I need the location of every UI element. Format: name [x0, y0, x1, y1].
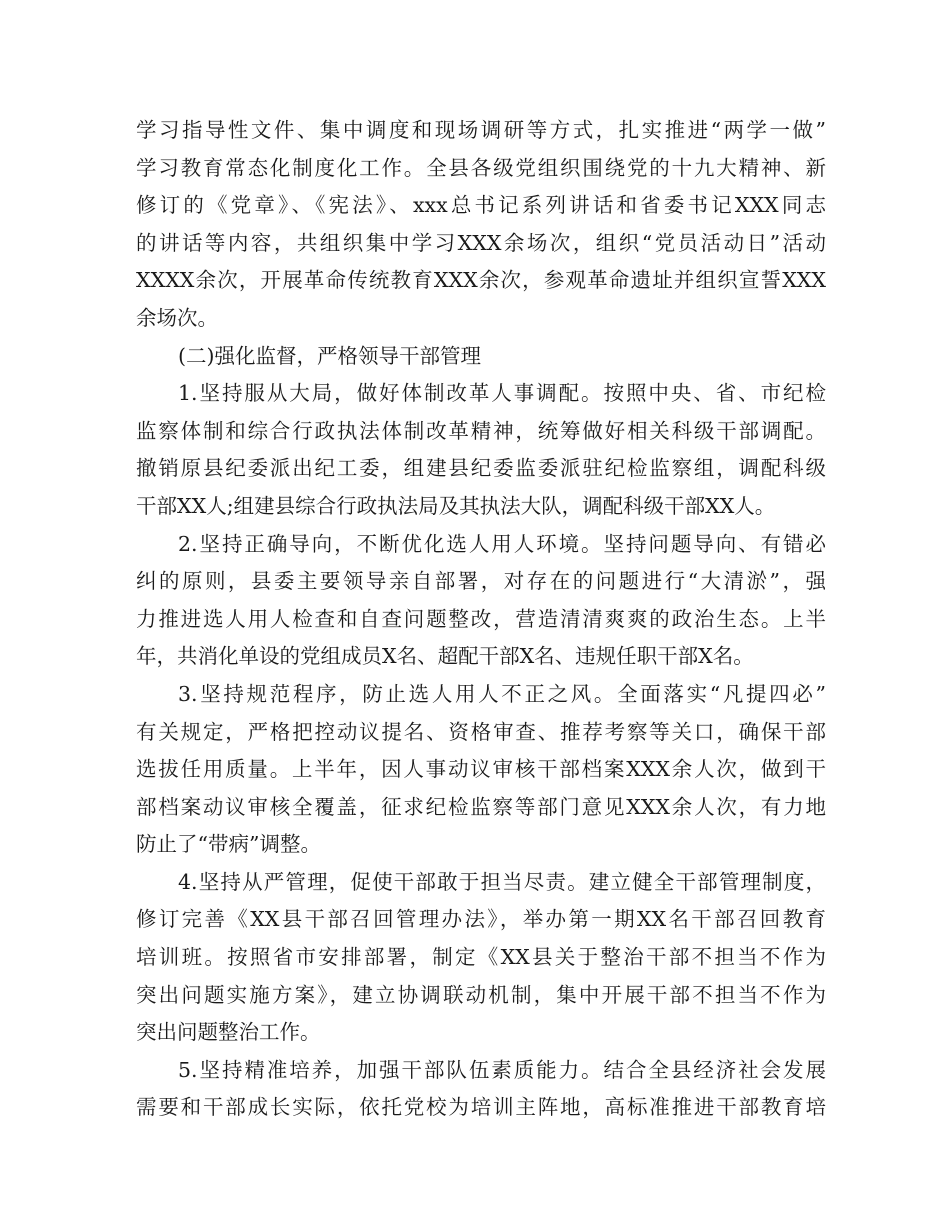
text-line: 防止了“带病”调整。 [136, 832, 321, 857]
paragraph-item-1 [136, 375, 826, 525]
paragraph-item-2 [136, 526, 826, 676]
text-line: 的讲话等内容，共组织集中学习XXX余场次，组织“党员活动日”活动 [136, 230, 826, 255]
text-line: 部档案动议审核全覆盖，征求纪检监察等部门意见XXX余人次，有力地 [136, 794, 826, 819]
section-heading-text: (二)强化监督，严格领导干部管理 [178, 343, 481, 368]
text-line: 修订完善《XX县干部召回管理办法》，举办第一期XX名干部召回教育 [136, 907, 826, 932]
text-line: 培训班。按照省市安排部署，制定《XX县关于整治干部不担当不作为 [136, 945, 826, 970]
text-line: 纠的原则，县委主要领导亲自部署，对存在的问题进行“大清淤”，强 [136, 569, 826, 594]
text-line: 2.坚持正确导向，不断优化选人用人环境。坚持问题导向、有错必 [178, 531, 826, 556]
text-line: 年，共消化单设的党组成员X名、超配干部X名、违规任职干部X名。 [136, 644, 754, 669]
text-line: 选拔任用质量。上半年，因人事动议审核干部档案XXX余人次，做到干 [136, 757, 826, 782]
text-line: 1.坚持服从大局，做好体制改革人事调配。按照中央、省、市纪检 [178, 381, 826, 406]
text-line: 有关规定，严格把控动议提名、资格审查、推荐考察等关口，确保干部 [136, 719, 826, 744]
paragraph-item-3 [136, 676, 826, 864]
section-heading [136, 338, 826, 376]
text-line: 撤销原县纪委派出纪工委，组建县纪委监委派驻纪检监察组，调配科级 [136, 456, 826, 481]
text-line: 修订的《党章》、《宪法》、xxx总书记系列讲话和省委书记XXX同志 [136, 193, 826, 218]
text-line: 干部XX人;组建县综合行政执法局及其执法大队，调配科级干部XX人。 [136, 493, 776, 518]
text-line: XXXX余次，开展革命传统教育XXX余次，参观革命遗址并组织宣誓XXX [136, 268, 826, 293]
text-line: 监察体制和综合行政执法体制改革精神，统筹做好相关科级干部调配。 [136, 418, 826, 443]
text-line: 突出问题实施方案》，建立协调联动机制，集中开展干部不担当不作为 [136, 982, 826, 1007]
paragraph-continuation [136, 112, 826, 338]
text-line: 突出问题整治工作。 [136, 1020, 321, 1045]
paragraph-item-4 [136, 864, 826, 1052]
text-line: 学习指导性文件、集中调度和现场调研等方式，扎实推进“两学一做” [136, 118, 826, 142]
document-body [136, 112, 826, 1127]
text-line: 3.坚持规范程序，防止选人用人不正之风。全面落实“凡提四必” [178, 681, 826, 706]
text-line: 需要和干部成长实际，依托党校为培训主阵地，高标准推进干部教育培 [136, 1095, 826, 1120]
text-line: 力推进选人用人检查和自查问题整改，营造清清爽爽的政治生态。上半 [136, 606, 826, 631]
text-line: 余场次。 [136, 305, 218, 330]
paragraph-item-5 [136, 1052, 826, 1127]
text-line: 4.坚持从严管理，促使干部敢于担当尽责。建立健全干部管理制度， [178, 869, 826, 894]
text-line: 5.坚持精准培养，加强干部队伍素质能力。结合全县经济社会发展 [178, 1057, 826, 1082]
text-line: 学习教育常态化制度化工作。全县各级党组织围绕党的十九大精神、新 [136, 155, 826, 180]
